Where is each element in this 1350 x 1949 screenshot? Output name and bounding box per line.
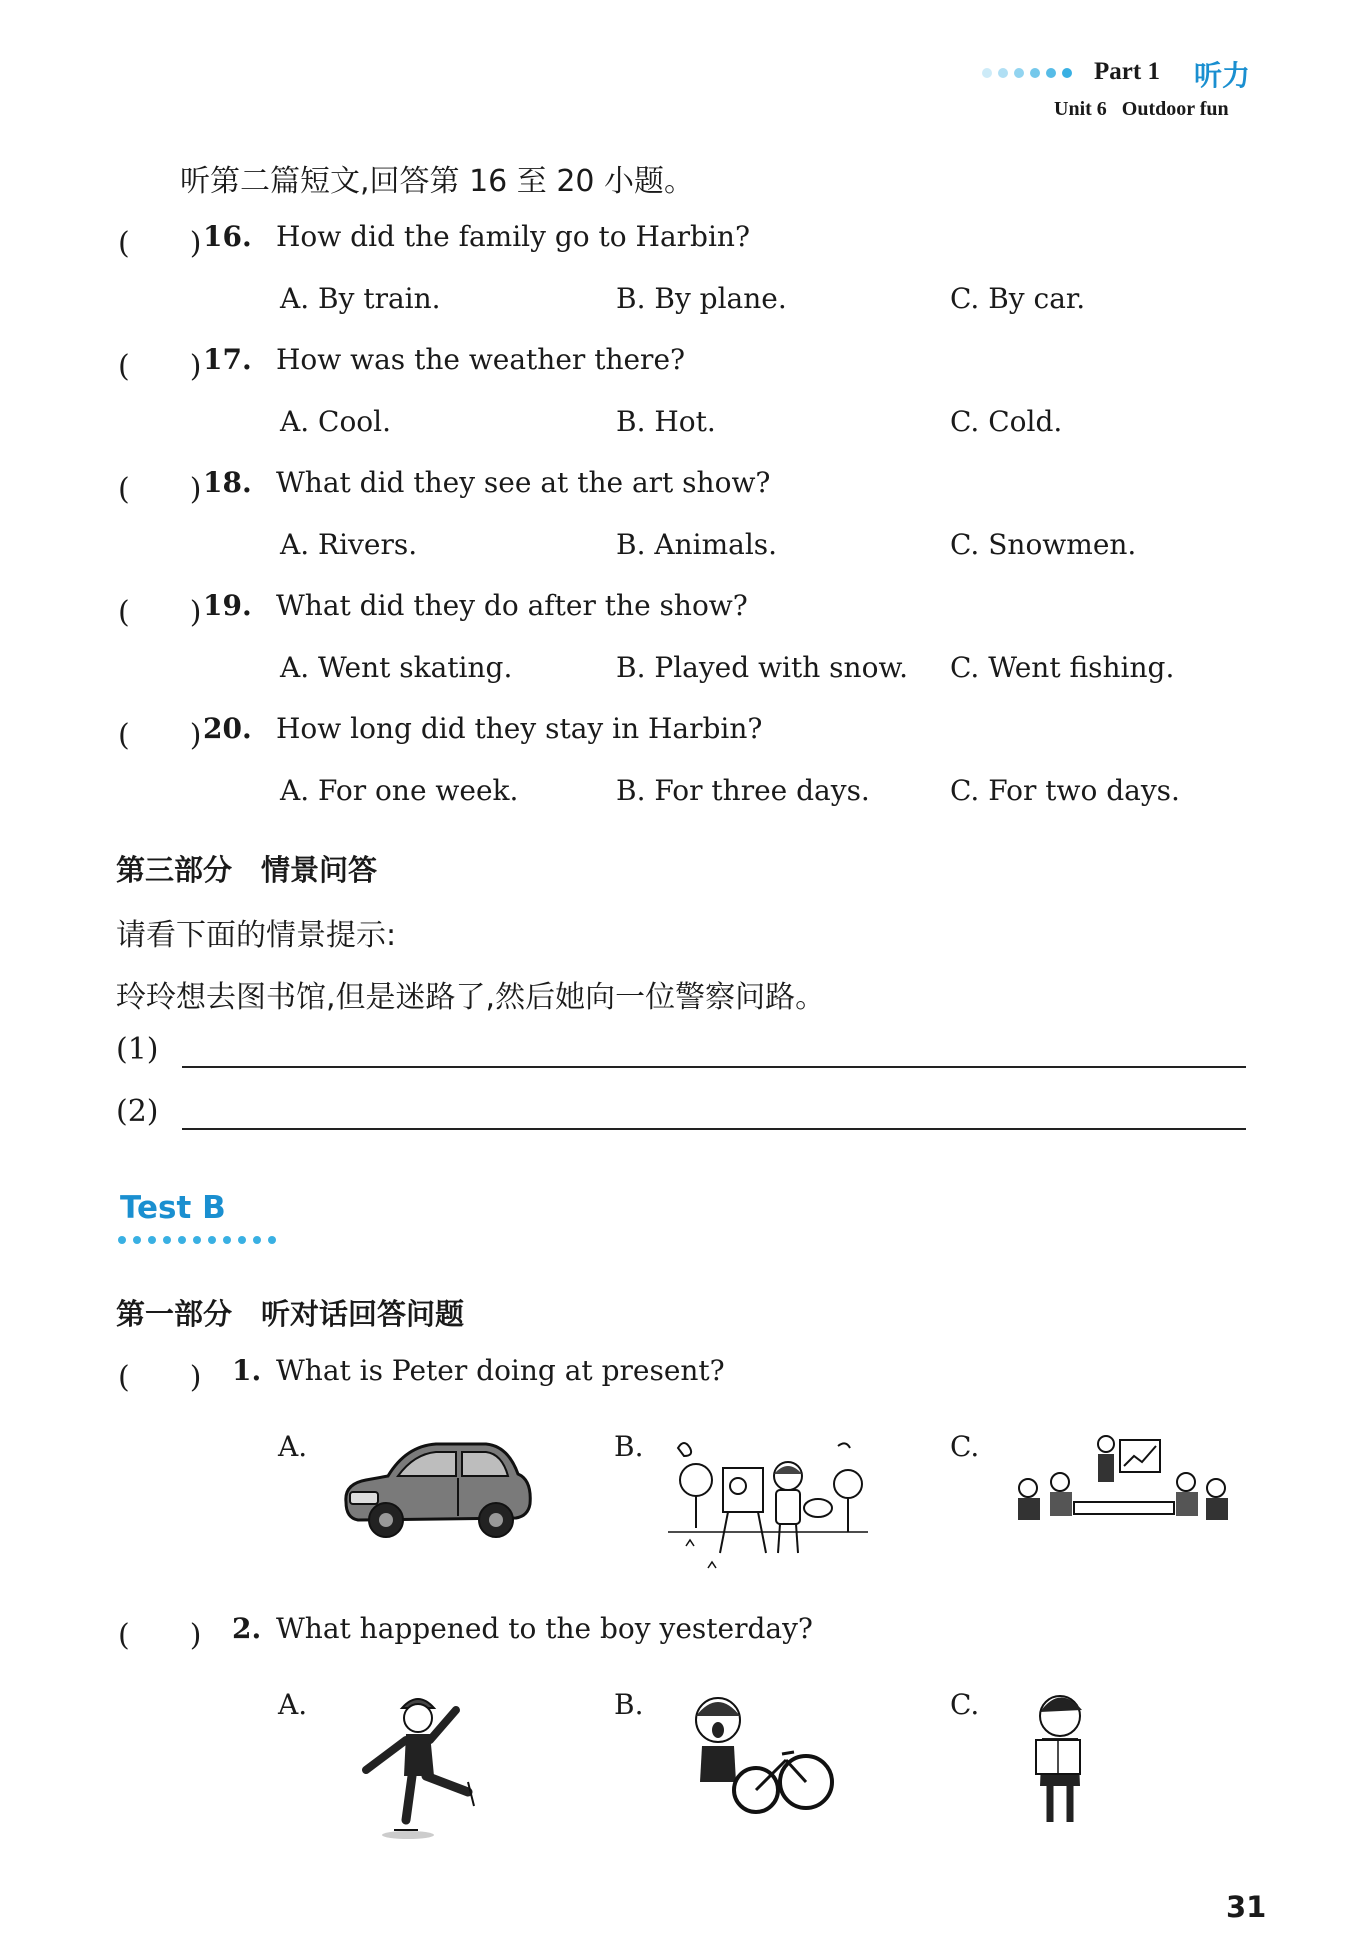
option-label-b1-a: A.: [278, 1430, 308, 1463]
answer-paren-17[interactable]: ( ): [118, 349, 202, 384]
answer-paren-b2[interactable]: ( ): [118, 1618, 202, 1653]
option-19-a: A. Went skating.: [280, 651, 513, 684]
blank-label-1: (1): [116, 1032, 159, 1067]
option-label-b1-c: C.: [950, 1430, 980, 1463]
option-18-c: C. Snowmen.: [950, 528, 1137, 561]
option-17-b: B. Hot.: [616, 405, 716, 438]
header-unit: Unit 6 Outdoor fun: [1054, 98, 1229, 120]
option-16-a: A. By train.: [280, 282, 441, 315]
option-18-a: A. Rivers.: [280, 528, 418, 561]
part-one-title: 第一部分 听对话回答问题: [116, 1297, 465, 1331]
answer-paren-20[interactable]: ( ): [118, 718, 202, 753]
option-17-a: A. Cool.: [280, 405, 392, 438]
question-text-19: What did they do after the show?: [276, 589, 748, 622]
question-number-20: 20.: [203, 712, 252, 745]
page-number: 31: [1226, 1890, 1267, 1924]
car-picture[interactable]: [336, 1432, 536, 1542]
question-number-19: 19.: [203, 589, 252, 622]
question-number-18: 18.: [203, 466, 252, 499]
question-number-16: 16.: [203, 220, 252, 253]
question-text-17: How was the weather there?: [276, 343, 686, 376]
option-19-c: C. Went fishing.: [950, 651, 1175, 684]
option-19-b: B. Played with snow.: [616, 651, 908, 684]
option-label-b2-a: A.: [278, 1688, 308, 1721]
boy-fell-off-bike-picture[interactable]: [682, 1690, 832, 1820]
ice-skating-boy-picture[interactable]: [356, 1690, 496, 1840]
option-18-b: B. Animals.: [616, 528, 778, 561]
option-20-a: A. For one week.: [280, 774, 519, 807]
answer-line-2[interactable]: [182, 1128, 1246, 1130]
section-three-scenario: 玲玲想去图书馆,但是迷路了,然后她向一位警察问路。: [116, 980, 826, 1015]
blank-label-2: (2): [116, 1094, 159, 1129]
test-b-dots: [118, 1236, 276, 1244]
option-label-b2-c: C.: [950, 1688, 980, 1721]
answer-paren-b1[interactable]: ( ): [118, 1360, 202, 1395]
option-label-b2-b: B.: [614, 1688, 644, 1721]
question-number-17: 17.: [203, 343, 252, 376]
answer-paren-16[interactable]: ( ): [118, 226, 202, 261]
answer-paren-19[interactable]: ( ): [118, 595, 202, 630]
option-16-b: B. By plane.: [616, 282, 787, 315]
answer-line-1[interactable]: [182, 1066, 1246, 1068]
section-three-title: 第三部分 情景问答: [116, 853, 378, 887]
meeting-presentation-picture[interactable]: [1010, 1430, 1230, 1540]
painting-outdoors-picture[interactable]: [668, 1428, 868, 1578]
question-number-b2: 2.: [232, 1612, 262, 1645]
answer-paren-18[interactable]: ( ): [118, 472, 202, 507]
passage-instruction: 听第二篇短文,回答第 16 至 20 小题。: [180, 164, 695, 199]
question-text-18: What did they see at the art show?: [276, 466, 771, 499]
question-text-b2: What happened to the boy yesterday?: [276, 1612, 813, 1645]
question-text-16: How did the family go to Harbin?: [276, 220, 750, 253]
header-title-cn: 听力: [1194, 59, 1251, 92]
option-16-c: C. By car.: [950, 282, 1086, 315]
question-number-b1: 1.: [232, 1354, 262, 1387]
option-20-c: C. For two days.: [950, 774, 1180, 807]
test-b-title: Test B: [120, 1190, 226, 1226]
header-part: Part 1: [1094, 58, 1160, 85]
section-three-prompt: 请看下面的情景提示:: [116, 918, 397, 953]
question-text-20: How long did they stay in Harbin?: [276, 712, 763, 745]
option-label-b1-b: B.: [614, 1430, 644, 1463]
header-dots: [982, 68, 1072, 78]
boy-reading-map-picture[interactable]: [1010, 1690, 1110, 1830]
option-20-b: B. For three days.: [616, 774, 870, 807]
option-17-c: C. Cold.: [950, 405, 1063, 438]
question-text-b1: What is Peter doing at present?: [276, 1354, 725, 1387]
